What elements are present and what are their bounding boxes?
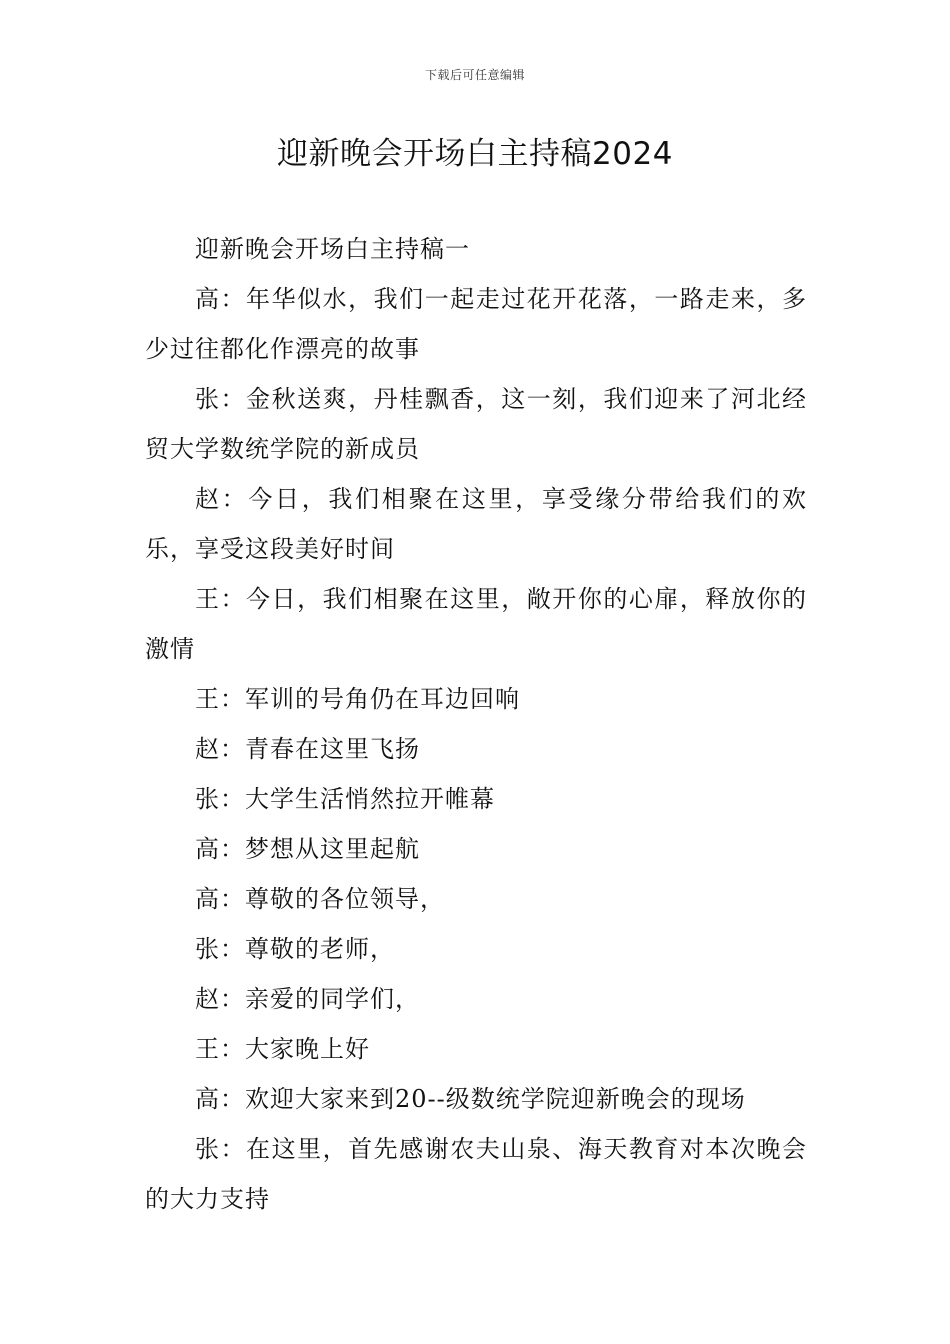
document-body [145,224,807,1224]
header-note: 下载后可任意编辑 [424,68,525,82]
paragraph: 赵：今日，我们相聚在这里，享受缘分带给我们的欢乐，享受这段美好时间 [145,485,807,563]
document-title: 迎新晚会开场白主持稿2024 [277,136,673,172]
paragraph: 张：大学生活悄然拉开帷幕 [195,785,495,813]
paragraph: 张：尊敬的老师， [195,935,395,963]
paragraph: 高：年华似水，我们一起走过花开花落，一路走来，多少过往都化作漂亮的故事 [145,285,807,363]
paragraph: 高：欢迎大家来到20--级数统学院迎新晚会的现场 [195,1085,746,1113]
paragraph: 王：今日，我们相聚在这里，敞开你的心扉，释放你的激情 [145,585,807,663]
paragraph: 张：在这里，首先感谢农夫山泉、海天教育对本次晚会的大力支持 [145,1135,807,1213]
paragraph: 高：尊敬的各位领导， [195,885,445,913]
paragraph: 高：梦想从这里起航 [195,835,420,863]
paragraph-subtitle: 迎新晚会开场白主持稿一 [195,235,470,263]
paragraph: 王：大家晚上好 [195,1035,370,1063]
paragraph: 赵：亲爱的同学们， [195,985,420,1013]
paragraph: 赵：青春在这里飞扬 [195,735,420,763]
paragraph: 张：金秋送爽，丹桂飘香，这一刻，我们迎来了河北经贸大学数统学院的新成员 [145,385,807,463]
paragraph: 王：军训的号角仍在耳边回响 [195,685,520,713]
